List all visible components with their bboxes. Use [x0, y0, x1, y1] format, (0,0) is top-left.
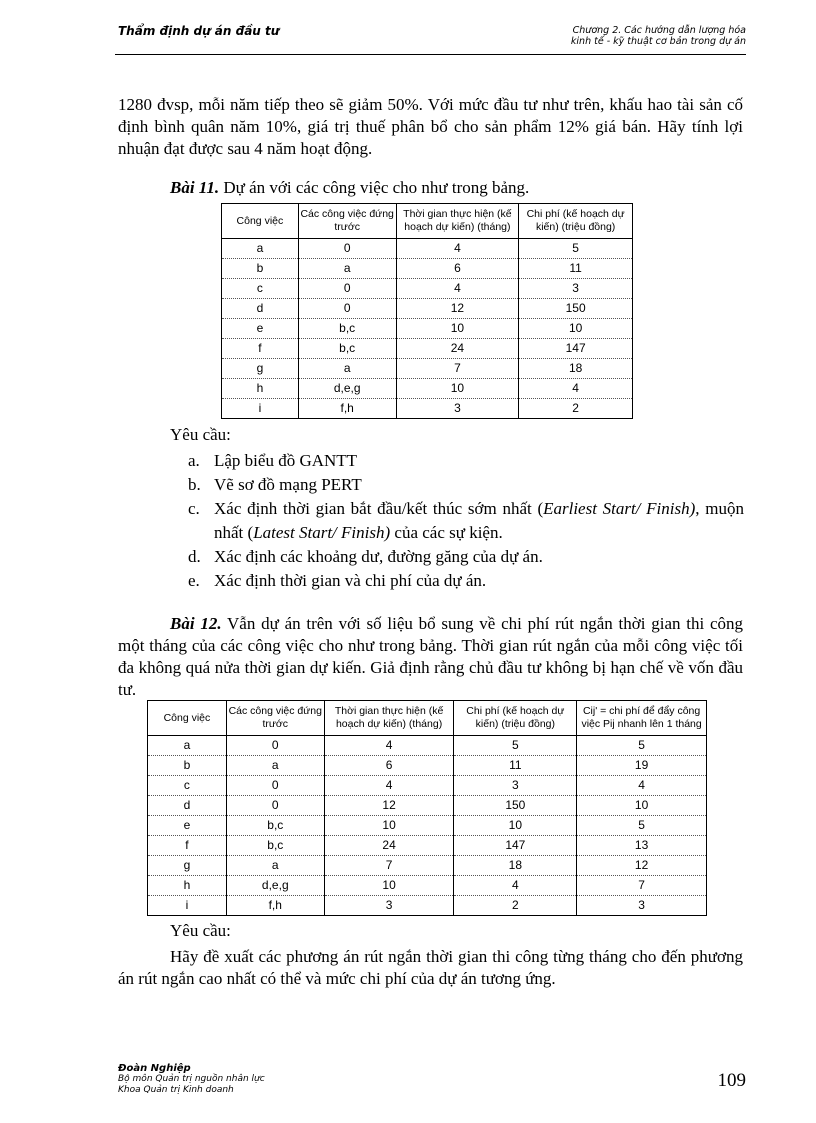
table-cell: 7	[396, 359, 519, 379]
table-row	[222, 399, 633, 419]
table-header-cell: Chi phí (kế hoạch dự kiến) (triệu đồng)	[519, 204, 633, 239]
table-cell: 4	[396, 239, 519, 259]
list-text: , muộn nhất (	[214, 499, 744, 542]
table-cell: 6	[324, 756, 454, 776]
table-row	[222, 319, 633, 339]
list-item	[188, 449, 744, 473]
table-cell: a	[148, 736, 227, 756]
list-text-italic: Latest Start/ Finish)	[253, 523, 391, 542]
list-text: Lập biểu đồ GANTT	[214, 451, 358, 470]
table-cell: 3	[577, 896, 707, 916]
table-cell: i	[148, 896, 227, 916]
table-cell: 10	[577, 796, 707, 816]
table-cell: b,c	[226, 816, 324, 836]
table-cell: h	[222, 379, 299, 399]
table-header-cell: Các công việc đứng trước	[226, 701, 324, 736]
list-text: của các sự kiện.	[390, 523, 503, 542]
table-cell: 3	[519, 279, 633, 299]
table-row	[148, 876, 707, 896]
table-row	[222, 359, 633, 379]
list-marker: e.	[188, 571, 200, 590]
bai11-title: Bài 11.	[170, 178, 220, 197]
table-row	[148, 756, 707, 776]
table-cell: b	[148, 756, 227, 776]
table-cell: 12	[396, 299, 519, 319]
table-cell: 6	[396, 259, 519, 279]
table-cell: 11	[454, 756, 577, 776]
footer-faculty: Khoa Quản trị Kinh doanh	[118, 1085, 234, 1095]
table-cell: 0	[298, 279, 396, 299]
table-cell: 4	[324, 776, 454, 796]
bai12-paragraph	[118, 613, 743, 701]
bai11-paragraph	[118, 177, 743, 199]
list-text: Xác định thời gian bắt đầu/kết thúc sớm nhất (	[214, 499, 544, 518]
list-item	[188, 569, 744, 593]
table-cell: 18	[519, 359, 633, 379]
table-cell: 2	[454, 896, 577, 916]
table-row	[222, 279, 633, 299]
table-cell: 2	[519, 399, 633, 419]
table-cell: 10	[396, 319, 519, 339]
list-text: Xác định thời gian và chi phí của dự án.	[214, 571, 487, 590]
table-cell: 0	[226, 796, 324, 816]
table-cell: 10	[396, 379, 519, 399]
header-book-title: Thẩm định dự án đầu tư	[118, 24, 280, 38]
table-header-cell: Thời gian thực hiện (kế hoạch dự kiến) (tháng)	[396, 204, 519, 239]
table-cell: b,c	[298, 339, 396, 359]
table-cell: b,c	[298, 319, 396, 339]
table-cell: d	[222, 299, 299, 319]
table-cell: 4	[324, 736, 454, 756]
table-cell: a	[298, 259, 396, 279]
table-cell: 150	[454, 796, 577, 816]
footer-author: Đoàn Nghiệp	[118, 1063, 191, 1074]
bai11-requirements-list	[188, 449, 744, 593]
table-cell: 5	[519, 239, 633, 259]
table-cell: h	[148, 876, 227, 896]
table-cell: f	[222, 339, 299, 359]
header-chapter-line2: kinh tế - kỹ thuật cơ bản trong dự án	[570, 36, 746, 47]
table-cell: 19	[577, 756, 707, 776]
table-cell: 5	[577, 736, 707, 756]
table-cell: g	[222, 359, 299, 379]
header-rule	[115, 54, 746, 55]
table-row	[222, 379, 633, 399]
table-row	[222, 239, 633, 259]
table-cell: b	[222, 259, 299, 279]
table-cell: 0	[226, 736, 324, 756]
table-row	[148, 816, 707, 836]
table-cell: 10	[324, 816, 454, 836]
table-cell: 5	[454, 736, 577, 756]
table-cell: 5	[577, 816, 707, 836]
bai11-requirements-label: Yêu cầu:	[170, 425, 231, 444]
table-row	[148, 856, 707, 876]
bai11-text: Dự án với các công việc cho như trong bảng.	[219, 178, 530, 197]
table-cell: f,h	[298, 399, 396, 419]
table-cell: 10	[454, 816, 577, 836]
table-cell: 24	[396, 339, 519, 359]
intro-paragraph: 1280 đvsp, mỗi năm tiếp theo sẽ giảm 50%. Với mức đầu tư như trên, khấu hao tài sản cố định bình quân năm 10%, giá trị thuế phân bổ cho sản phẩm 12% giá bán. Hãy tính lợi nhuận đạt được sau 4 năm hoạt động.	[118, 95, 743, 158]
list-item	[188, 545, 744, 569]
table-cell: 147	[519, 339, 633, 359]
table-header-cell: Công việc	[222, 204, 299, 239]
bai11-table	[221, 203, 633, 419]
bai12-requirement-text: Hãy đề xuất các phương án rút ngắn thời gian thi công từng tháng cho đến phương án rút ngắn cao nhất có thể và mức chi phí của dự án tương ứng.	[118, 947, 743, 988]
list-marker: d.	[188, 547, 201, 566]
bai12-table	[147, 700, 707, 916]
table-cell: b,c	[226, 836, 324, 856]
table-cell: 12	[324, 796, 454, 816]
table-row	[222, 339, 633, 359]
table-cell: 18	[454, 856, 577, 876]
bai12-requirements-label: Yêu cầu:	[170, 921, 231, 940]
table-cell: f,h	[226, 896, 324, 916]
footer-dept: Bộ môn Quản trị nguồn nhân lực	[118, 1074, 265, 1084]
table-cell: d,e,g	[298, 379, 396, 399]
table-cell: 3	[454, 776, 577, 796]
table-cell: i	[222, 399, 299, 419]
list-marker: a.	[188, 451, 200, 470]
table-cell: 147	[454, 836, 577, 856]
table-cell: a	[226, 756, 324, 776]
list-item	[188, 473, 744, 497]
table-cell: 0	[298, 299, 396, 319]
table-row	[148, 776, 707, 796]
table-cell: 11	[519, 259, 633, 279]
header-chapter	[571, 25, 746, 47]
table-row	[148, 796, 707, 816]
table-header-cell: Cij' = chi phí để đẩy công việc Pij nhanh lên 1 tháng	[577, 701, 707, 736]
table-row	[222, 259, 633, 279]
table-cell: 24	[324, 836, 454, 856]
table-row	[148, 896, 707, 916]
bai12-text: Vẫn dự án trên với số liệu bổ sung về chi phí rút ngắn thời gian thi công một tháng của các công việc cho như trong bảng. Thời gian rút ngắn của mỗi công việc tối đa không quá nửa thời gian dự kiến. Giả định rằng chủ đầu tư không bị hạn chế về vốn đầu tư.	[118, 614, 743, 699]
table-cell: 4	[396, 279, 519, 299]
footer-info	[118, 1063, 265, 1096]
table-cell: a	[298, 359, 396, 379]
table-cell: 7	[577, 876, 707, 896]
table-cell: d	[148, 796, 227, 816]
table-header-row	[148, 701, 707, 736]
table-cell: e	[222, 319, 299, 339]
table-cell: 150	[519, 299, 633, 319]
table-cell: 0	[298, 239, 396, 259]
table-header-cell: Công việc	[148, 701, 227, 736]
table-cell: c	[222, 279, 299, 299]
table-cell: 12	[577, 856, 707, 876]
list-text: Vẽ sơ đồ mạng PERT	[214, 475, 362, 494]
table-header-cell: Các công việc đứng trước	[298, 204, 396, 239]
list-marker: b.	[188, 475, 201, 494]
table-cell: a	[226, 856, 324, 876]
table-row	[148, 736, 707, 756]
table-cell: d,e,g	[226, 876, 324, 896]
table-row	[148, 836, 707, 856]
table-cell: f	[148, 836, 227, 856]
list-text-italic: Earliest Start/ Finish)	[543, 499, 696, 518]
list-marker: c.	[188, 499, 200, 518]
table-cell: 3	[396, 399, 519, 419]
table-cell: e	[148, 816, 227, 836]
table-cell: 10	[324, 876, 454, 896]
table-cell: 4	[519, 379, 633, 399]
table-cell: 10	[519, 319, 633, 339]
table-cell: g	[148, 856, 227, 876]
table-header-row	[222, 204, 633, 239]
table-cell: 3	[324, 896, 454, 916]
table-cell: 4	[454, 876, 577, 896]
table-row	[222, 299, 633, 319]
table-cell: 4	[577, 776, 707, 796]
table-header-cell: Chi phí (kế hoạch dự kiến) (triệu đồng)	[454, 701, 577, 736]
table-cell: c	[148, 776, 227, 796]
list-text: Xác định các khoảng dư, đường găng của dự án.	[214, 547, 543, 566]
table-cell: a	[222, 239, 299, 259]
table-cell: 7	[324, 856, 454, 876]
list-item	[188, 497, 744, 545]
table-header-cell: Thời gian thực hiện (kế hoạch dự kiến) (tháng)	[324, 701, 454, 736]
bai12-title: Bài 12.	[170, 614, 222, 633]
table-cell: 13	[577, 836, 707, 856]
header-chapter-line1: Chương 2. Các hướng dẫn lượng hóa	[572, 25, 746, 36]
page-number: 109	[717, 1070, 746, 1091]
table-cell: 0	[226, 776, 324, 796]
